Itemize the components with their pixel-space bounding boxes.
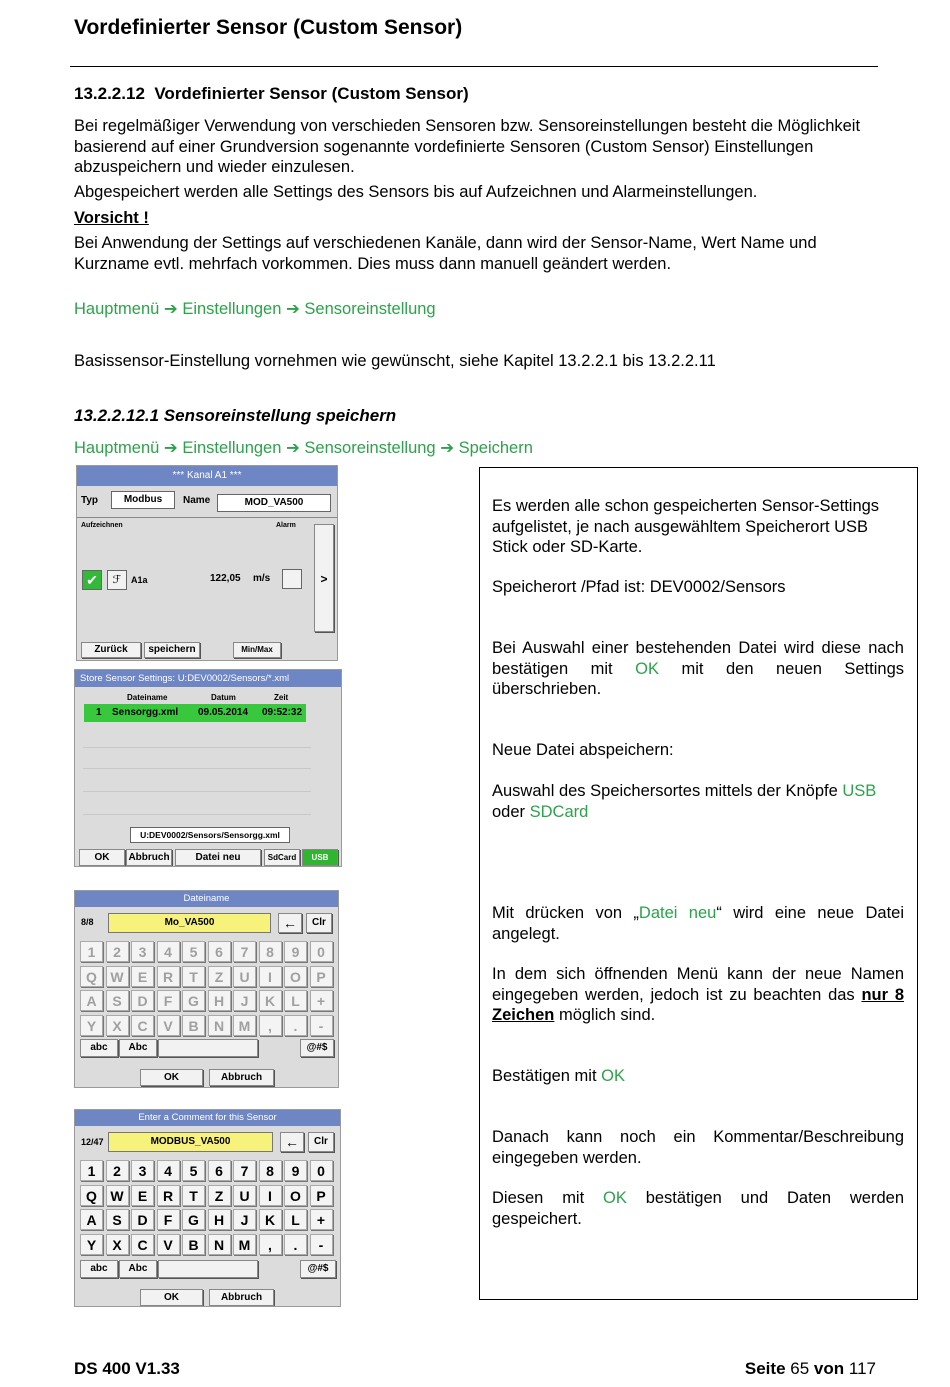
comment-title: Enter a Comment for this Sensor — [138, 1112, 277, 1123]
key[interactable]: K — [259, 990, 282, 1011]
comment-title-bar — [75, 1110, 340, 1126]
key[interactable]: Q — [80, 1185, 103, 1206]
file-path-field[interactable]: U:DEV0002/Sensors/Sensorgg.xml — [130, 827, 290, 843]
arrow-icon: ➔ — [286, 300, 300, 318]
clear-button[interactable]: Clr — [308, 1132, 334, 1152]
page-header-title: Vordefinierter Sensor (Custom Sensor) — [74, 16, 463, 39]
space-key[interactable] — [158, 1039, 258, 1057]
text: Auswahl des Speichersortes mittels der Knöpfe — [492, 782, 843, 800]
key[interactable]: E — [131, 1185, 154, 1206]
char-counter: 8/8 — [81, 917, 94, 927]
section-heading — [74, 84, 469, 104]
record-label: Aufzeichnen — [81, 522, 123, 529]
backspace-button[interactable]: ← — [280, 1132, 304, 1152]
file-row-selected[interactable] — [84, 704, 306, 722]
measured-unit: m/s — [253, 573, 271, 584]
typ-field[interactable]: Modbus — [111, 491, 175, 509]
key[interactable]: D — [131, 1209, 154, 1230]
ok-button[interactable]: OK — [79, 849, 125, 866]
key[interactable]: G — [182, 990, 205, 1011]
save-button[interactable]: speichern — [144, 642, 200, 658]
basis-paragraph: Basissensor-Einstellung vornehmen wie gewünscht, siehe Kapitel 13.2.2.1 bis 13.2.2.11 — [74, 352, 716, 370]
filename-input[interactable]: Mo_VA500 — [108, 913, 271, 933]
text: von — [813, 1359, 845, 1378]
new-file-button[interactable]: Datei neu — [175, 849, 261, 866]
screenshot-comment-keyboard — [74, 1109, 341, 1307]
key[interactable]: 4 — [157, 1160, 180, 1181]
lowercase-button[interactable]: abc — [80, 1260, 118, 1278]
key[interactable]: J — [233, 1209, 256, 1230]
next-arrow-button[interactable]: > — [314, 524, 334, 632]
keyboard-title: Dateiname — [183, 893, 230, 904]
text: Seite — [744, 1359, 786, 1378]
key[interactable]: Z — [208, 966, 231, 987]
key[interactable]: U — [233, 1185, 256, 1206]
sdcard-button[interactable]: SdCard — [264, 849, 300, 866]
char-counter: 12/47 — [81, 1137, 104, 1147]
alarm-label: Alarm — [276, 522, 296, 529]
key[interactable]: A — [80, 990, 103, 1011]
key[interactable]: Y — [80, 1234, 103, 1255]
section-title: Vordefinierter Sensor (Custom Sensor) — [154, 84, 469, 103]
key[interactable]: C — [131, 1015, 154, 1036]
footer-version: DS 400 V1.33 — [74, 1359, 180, 1378]
key[interactable]: Q — [80, 966, 103, 987]
panel-text-comment: Danach kann noch ein Kommentar/Beschreibung eingegeben werden. — [492, 1128, 904, 1167]
text: möglich sind. — [554, 1006, 656, 1024]
col-filename: Dateiname — [127, 693, 168, 702]
key[interactable]: P — [310, 1185, 333, 1206]
footer-page — [745, 1359, 876, 1379]
key[interactable]: 5 — [182, 1160, 205, 1181]
key[interactable]: T — [182, 966, 205, 987]
path-item: Einstellungen — [182, 439, 282, 457]
key[interactable]: - — [310, 1015, 333, 1036]
key[interactable]: S — [106, 990, 129, 1011]
capitalize-button[interactable]: Abc — [119, 1039, 157, 1057]
key[interactable]: 6 — [208, 1160, 231, 1181]
key[interactable]: R — [157, 1185, 180, 1206]
subsection-heading: 13.2.2.12.1 Sensoreinstellung speichern — [74, 406, 397, 425]
arrow-icon: ➔ — [286, 439, 300, 457]
row-number: 1 — [96, 707, 102, 718]
value-name: A1a — [131, 575, 148, 585]
path-item: Einstellungen — [182, 300, 282, 318]
cancel-button[interactable]: Abbruch — [209, 1289, 274, 1306]
key[interactable]: - — [310, 1234, 333, 1255]
key[interactable]: N — [208, 1015, 231, 1036]
lowercase-button[interactable]: abc — [80, 1039, 118, 1057]
key[interactable]: O — [284, 1185, 307, 1206]
usb-button[interactable]: USB — [302, 849, 338, 866]
page-total: 117 — [848, 1359, 876, 1378]
typ-label: Typ — [81, 495, 99, 506]
list-line — [83, 791, 311, 792]
screenshot-store-settings — [74, 669, 342, 867]
key[interactable]: , — [259, 1234, 282, 1255]
key[interactable]: 4 — [157, 941, 180, 962]
arrow-icon: ➔ — [163, 439, 178, 457]
ok-keyword: OK — [635, 659, 659, 678]
text: Bei Auswahl einer bestehenden Datei wird diese nach bestätigen mit — [492, 639, 904, 678]
panel-text-confirm — [492, 1066, 904, 1087]
menu-path-2 — [74, 438, 889, 459]
key[interactable]: C — [131, 1234, 154, 1255]
usb-keyword: USB — [842, 782, 877, 800]
row-filename: Sensorgg.xml — [112, 707, 179, 718]
key[interactable]: , — [259, 1015, 282, 1036]
panel-text-namelimit — [492, 964, 904, 1026]
key[interactable]: V — [157, 1015, 180, 1036]
list-line — [83, 768, 311, 769]
arrow-icon: ➔ — [163, 300, 178, 318]
path-item: Sensoreinstellung — [304, 439, 436, 457]
capitalize-button[interactable]: Abc — [119, 1260, 157, 1278]
key[interactable]: 9 — [284, 941, 307, 962]
key[interactable]: G — [182, 1209, 205, 1230]
key[interactable]: 3 — [131, 941, 154, 962]
path-item: Hauptmenü — [74, 300, 160, 318]
sensor-icon[interactable]: ℱ — [107, 570, 127, 590]
section-number: 13.2.2.12 — [74, 84, 145, 103]
key[interactable]: L — [284, 1209, 307, 1230]
key[interactable]: 8 — [259, 1160, 282, 1181]
text: mit den neuen Settings überschrieben. — [492, 659, 904, 698]
key[interactable]: M — [233, 1234, 256, 1255]
key[interactable]: O — [284, 966, 307, 987]
row-date: 09.05.2014 — [198, 707, 249, 718]
channel-title-bar — [77, 466, 337, 486]
symbols-button[interactable]: @#$ — [300, 1260, 336, 1278]
key[interactable]: 8 — [259, 941, 282, 962]
store-title: Store Sensor Settings: U:DEV0002/Sensors/*.xml — [80, 673, 290, 684]
key[interactable]: 9 — [284, 1160, 307, 1181]
text: In dem sich öffnenden Menü kann der neue Namen eingegeben werden, jedoch ist zu beachten das — [492, 965, 904, 1004]
key[interactable]: H — [208, 990, 231, 1011]
warning-label: Vorsicht ! — [74, 209, 149, 227]
key[interactable]: W — [106, 966, 129, 987]
text: Mit drücken von „ — [492, 904, 639, 922]
back-button[interactable]: Zurück — [81, 642, 141, 658]
panel-text-new: Neue Datei abspeichern: — [492, 741, 674, 759]
row-time: 09:52:32 — [262, 707, 303, 718]
path-item: Sensoreinstellung — [304, 300, 436, 318]
key[interactable]: 1 — [80, 941, 103, 962]
key[interactable]: H — [208, 1209, 231, 1230]
key[interactable]: 0 — [310, 1160, 333, 1181]
measured-value: 122,05 — [210, 573, 241, 584]
text: oder — [492, 802, 530, 821]
key[interactable]: . — [284, 1234, 307, 1255]
panel-text-location — [492, 781, 904, 822]
path-item: Hauptmenü — [74, 439, 160, 457]
name-label: Name — [183, 495, 211, 506]
key[interactable]: J — [233, 990, 256, 1011]
key[interactable]: . — [284, 1015, 307, 1036]
menu-path-1 — [74, 299, 889, 320]
clear-button[interactable]: Clr — [306, 913, 332, 933]
path-item: Speichern — [458, 439, 533, 457]
minmax-button[interactable]: Min/Max — [233, 642, 281, 658]
key[interactable]: 7 — [233, 1160, 256, 1181]
divider — [77, 517, 337, 518]
key[interactable]: T — [182, 1185, 205, 1206]
key[interactable]: Z — [208, 1185, 231, 1206]
key[interactable]: + — [310, 990, 333, 1011]
symbols-button[interactable]: @#$ — [300, 1039, 334, 1057]
key[interactable]: 1 — [80, 1160, 103, 1181]
store-title-bar — [75, 670, 341, 687]
key[interactable]: B — [182, 1234, 205, 1255]
key[interactable]: D — [131, 990, 154, 1011]
key[interactable]: P — [310, 966, 333, 987]
panel-text-path: Speicherort /Pfad ist: DEV0002/Sensors — [492, 578, 786, 596]
key[interactable]: 2 — [106, 941, 129, 962]
sdcard-keyword: SDCard — [529, 802, 589, 821]
header-rule — [70, 66, 878, 67]
text: bestätigen und Daten werden gespeichert. — [492, 1189, 904, 1228]
keyboard-title-bar — [75, 891, 338, 907]
key[interactable]: E — [131, 966, 154, 987]
text: Bestätigen mit — [492, 1067, 602, 1085]
col-date: Datum — [211, 693, 236, 702]
limit-emphasis: nur 8 Zeichen — [492, 985, 905, 1024]
backspace-button[interactable]: ← — [278, 913, 302, 933]
cancel-button[interactable]: Abbruch — [209, 1069, 274, 1086]
key[interactable]: M — [233, 1015, 256, 1036]
datei-neu-keyword: Datei neu — [638, 904, 717, 922]
key[interactable]: V — [157, 1234, 180, 1255]
key[interactable]: A — [80, 1209, 103, 1230]
key[interactable]: + — [310, 1209, 333, 1230]
key[interactable]: 0 — [310, 941, 333, 962]
space-key[interactable] — [158, 1260, 258, 1278]
key[interactable]: K — [259, 1209, 282, 1230]
key[interactable]: S — [106, 1209, 129, 1230]
key[interactable]: N — [208, 1234, 231, 1255]
panel-text-list: Es werden alle schon gespeicherten Sensor-Settings aufgelistet, je nach ausgewähltem Speicherort USB Stick oder SD-Karte. — [492, 497, 880, 556]
page-number: 65 — [790, 1359, 810, 1378]
key[interactable]: 5 — [182, 941, 205, 962]
key[interactable]: U — [233, 966, 256, 987]
key[interactable]: Y — [80, 1015, 103, 1036]
intro-paragraph-2: Abgespeichert werden alle Settings des Sensors bis auf Aufzeichnen und Alarmeinstellungen. — [74, 183, 758, 201]
list-line — [83, 747, 311, 748]
channel-title: *** Kanal A1 *** — [172, 470, 242, 481]
panel-text-save — [492, 1188, 904, 1229]
text: Diesen mit — [492, 1189, 604, 1207]
ok-button[interactable]: OK — [140, 1289, 203, 1306]
panel-text-overwrite — [492, 638, 904, 700]
ok-keyword: OK — [601, 1067, 625, 1085]
screenshot-channel-settings — [76, 465, 338, 661]
key[interactable]: R — [157, 966, 180, 987]
record-checkbox[interactable]: ✔ — [82, 570, 102, 590]
key[interactable]: I — [259, 1185, 282, 1206]
cancel-button[interactable]: Abbruch — [126, 849, 172, 866]
arrow-icon: ➔ — [440, 439, 455, 457]
key[interactable]: 6 — [208, 941, 231, 962]
text: “ wird eine neue Datei angelegt. — [492, 904, 904, 943]
intro-paragraph-3: Bei Anwendung der Settings auf verschiedenen Kanäle, dann wird der Sensor-Name, Wert Name und Kurzname evtl. mehrfach vorkommen. Dies muss dann manuell geändert werden. — [74, 234, 817, 273]
alarm-checkbox[interactable] — [282, 569, 302, 589]
key[interactable]: X — [106, 1234, 129, 1255]
ok-keyword: OK — [603, 1189, 627, 1207]
panel-text-newfile — [492, 903, 904, 944]
screenshot-filename-keyboard — [74, 890, 339, 1088]
key[interactable]: L — [284, 990, 307, 1011]
key[interactable]: W — [106, 1185, 129, 1206]
list-line — [83, 814, 311, 815]
key[interactable]: F — [157, 990, 180, 1011]
comment-input[interactable]: MODBUS_VA500 — [108, 1132, 273, 1152]
key[interactable]: 3 — [131, 1160, 154, 1181]
key[interactable]: I — [259, 966, 282, 987]
key[interactable]: 2 — [106, 1160, 129, 1181]
key[interactable]: 7 — [233, 941, 256, 962]
name-field[interactable]: MOD_VA500 — [217, 494, 331, 512]
key[interactable]: F — [157, 1209, 180, 1230]
key[interactable]: B — [182, 1015, 205, 1036]
col-time: Zeit — [274, 693, 289, 702]
ok-button[interactable]: OK — [140, 1069, 203, 1086]
intro-paragraph-1: Bei regelmäßiger Verwendung von verschieden Sensoren bzw. Sensoreinstellungen besteht die Möglichkeit basierend auf einer Grundversion sogenannte vordefinierte Sensoren (Custom Sensor) Einstellungen abzuspeichern und wieder einzulesen. — [74, 117, 861, 176]
key[interactable]: X — [106, 1015, 129, 1036]
